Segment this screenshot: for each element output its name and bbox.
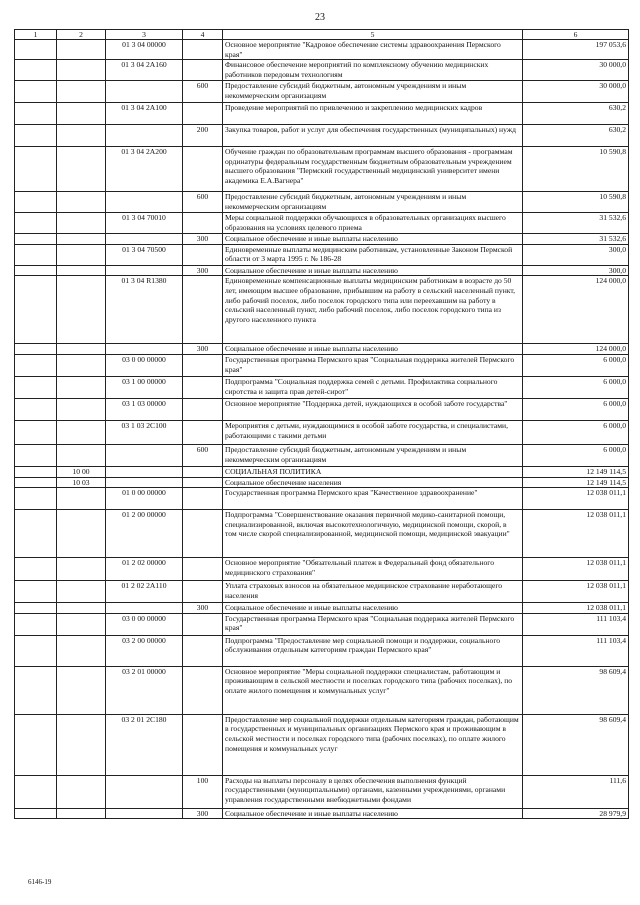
- target-article-cell: [106, 603, 183, 614]
- expense-type-cell: 200: [183, 125, 223, 147]
- description-cell: Финансовое обеспечение мероприятий по комплексному обучению медицинских работников передовым технологиям: [223, 60, 523, 81]
- amount-cell: 10 590,8: [523, 147, 629, 192]
- expense-type-cell: 300: [183, 265, 223, 276]
- description-cell: Обучение граждан по образовательным программам высшего образования - программам ординатуры федеральным государственным бюджетным образовательным учреждением высшего образования "Пермский государственный медицинский университет имени академика Е.А.Вагнера": [223, 147, 523, 192]
- target-article-cell: [106, 125, 183, 147]
- column-header: 1: [15, 30, 57, 40]
- target-article-cell: [106, 81, 183, 103]
- subsection-cell: [57, 666, 106, 714]
- description-cell: Социальное обеспечение и иные выплаты населению: [223, 265, 523, 276]
- table-row: [15, 603, 629, 614]
- description-cell: Социальное обеспечение и иные выплаты населению: [223, 808, 523, 819]
- amount-cell: 6 000,0: [523, 398, 629, 420]
- amount-cell: 28 979,9: [523, 808, 629, 819]
- subsection-cell: [57, 276, 106, 344]
- table-row: [15, 808, 629, 819]
- subsection-cell: [57, 103, 106, 125]
- amount-cell: 6 000,0: [523, 376, 629, 398]
- subsection-cell: [57, 192, 106, 213]
- description-cell: Государственная программа Пермского края "Социальная поддержка жителей Пермского края": [223, 354, 523, 376]
- table-row: [15, 558, 629, 581]
- expense-type-cell: [183, 581, 223, 603]
- target-article-cell: 03 2 01 2С180: [106, 714, 183, 775]
- amount-cell: 630,2: [523, 103, 629, 125]
- amount-cell: 111 103,4: [523, 635, 629, 666]
- expense-type-cell: [183, 510, 223, 558]
- subsection-cell: [57, 510, 106, 558]
- subsection-cell: [57, 344, 106, 355]
- amount-cell: 300,0: [523, 244, 629, 265]
- amount-cell: 6 000,0: [523, 420, 629, 444]
- description-cell: Единовременные выплаты медицинским работникам, установленные Законом Пермской области от 3 марта 1995 г. № 186-28: [223, 244, 523, 265]
- target-article-cell: 03 1 03 2С100: [106, 420, 183, 444]
- expense-type-cell: 300: [183, 603, 223, 614]
- table-row: [15, 488, 629, 510]
- target-article-cell: 01 3 04 00000: [106, 40, 183, 60]
- subsection-cell: [57, 244, 106, 265]
- expense-type-cell: [183, 466, 223, 477]
- expense-type-cell: [183, 613, 223, 635]
- table-header-row: [15, 30, 629, 40]
- subsection-cell: [57, 147, 106, 192]
- budget-table: [14, 29, 629, 819]
- section-cell: [15, 376, 57, 398]
- section-cell: [15, 81, 57, 103]
- subsection-cell: [57, 234, 106, 245]
- section-cell: [15, 147, 57, 192]
- section-cell: [15, 420, 57, 444]
- target-article-cell: 03 2 00 00000: [106, 635, 183, 666]
- description-cell: Мероприятия с детьми, нуждающимися в особой заботе государства, и специалистами, работающими с такими детьми: [223, 420, 523, 444]
- section-cell: [15, 510, 57, 558]
- subsection-cell: [57, 613, 106, 635]
- target-article-cell: 03 1 00 00000: [106, 376, 183, 398]
- table-row: [15, 103, 629, 125]
- table-row: [15, 81, 629, 103]
- subsection-cell: [57, 213, 106, 234]
- expense-type-cell: [183, 488, 223, 510]
- section-cell: [15, 213, 57, 234]
- table-row: [15, 420, 629, 444]
- expense-type-cell: [183, 40, 223, 60]
- description-cell: Социальное обеспечение и иные выплаты населению: [223, 234, 523, 245]
- section-cell: [15, 244, 57, 265]
- section-cell: [15, 234, 57, 245]
- amount-cell: 300,0: [523, 265, 629, 276]
- amount-cell: 111 103,4: [523, 613, 629, 635]
- amount-cell: 12 038 011,1: [523, 558, 629, 581]
- table-row: [15, 354, 629, 376]
- section-cell: [15, 775, 57, 808]
- section-cell: [15, 103, 57, 125]
- table-row: [15, 613, 629, 635]
- expense-type-cell: 600: [183, 444, 223, 466]
- target-article-cell: 01 0 00 00000: [106, 488, 183, 510]
- subsection-cell: [57, 558, 106, 581]
- target-article-cell: 01 3 04 R1380: [106, 276, 183, 344]
- description-cell: Основное мероприятие "Обязательный платеж в Федеральный фонд обязательного медицинского страхования": [223, 558, 523, 581]
- expense-type-cell: 300: [183, 344, 223, 355]
- target-article-cell: 01 3 04 2А160: [106, 60, 183, 81]
- target-article-cell: 03 2 01 00000: [106, 666, 183, 714]
- subsection-cell: [57, 125, 106, 147]
- amount-cell: 6 000,0: [523, 354, 629, 376]
- amount-cell: 111,6: [523, 775, 629, 808]
- column-header: 3: [106, 30, 183, 40]
- table-row: [15, 234, 629, 245]
- expense-type-cell: [183, 398, 223, 420]
- table-row: [15, 477, 629, 488]
- subsection-cell: 10 03: [57, 477, 106, 488]
- section-cell: [15, 60, 57, 81]
- target-article-cell: 03 0 00 00000: [106, 354, 183, 376]
- subsection-cell: [57, 398, 106, 420]
- target-article-cell: [106, 265, 183, 276]
- amount-cell: 6 000,0: [523, 444, 629, 466]
- column-header: 5: [223, 30, 523, 40]
- amount-cell: 10 590,8: [523, 192, 629, 213]
- section-cell: [15, 714, 57, 775]
- description-cell: Предоставление субсидий бюджетным, автономным учреждениям и иным некоммерческим организациям: [223, 81, 523, 103]
- table-row: [15, 213, 629, 234]
- target-article-cell: [106, 466, 183, 477]
- target-article-cell: 01 2 00 00000: [106, 510, 183, 558]
- amount-cell: 98 609,4: [523, 714, 629, 775]
- expense-type-cell: [183, 103, 223, 125]
- description-cell: Подпрограмма "Совершенствование оказания первичной медико-санитарной помощи, специализированной, включая высокотехнологичную, медицинской помощи, скорой, в том числе скорой специализированной, медицинской помощи, медицинской эвакуации": [223, 510, 523, 558]
- subsection-cell: 10 00: [57, 466, 106, 477]
- subsection-cell: [57, 265, 106, 276]
- expense-type-cell: [183, 420, 223, 444]
- amount-cell: 31 532,6: [523, 234, 629, 245]
- section-cell: [15, 558, 57, 581]
- section-cell: [15, 265, 57, 276]
- page-number: 23: [315, 12, 325, 23]
- table-row: [15, 376, 629, 398]
- expense-type-cell: [183, 60, 223, 81]
- subsection-cell: [57, 775, 106, 808]
- expense-type-cell: [183, 666, 223, 714]
- target-article-cell: [106, 234, 183, 245]
- section-cell: [15, 444, 57, 466]
- description-cell: Расходы на выплаты персоналу в целях обеспечения выполнения функций государственными (муниципальными) органами, казенными учреждениями, органами управления государственными внебюджетными фондами: [223, 775, 523, 808]
- description-cell: Проведение мероприятий по привлечению и закреплению медицинских кадров: [223, 103, 523, 125]
- section-cell: [15, 477, 57, 488]
- section-cell: [15, 613, 57, 635]
- expense-type-cell: [183, 477, 223, 488]
- description-cell: Основное мероприятие "Поддержка детей, нуждающихся в особой заботе государства": [223, 398, 523, 420]
- subsection-cell: [57, 376, 106, 398]
- target-article-cell: 01 3 04 2А100: [106, 103, 183, 125]
- column-header: 6: [523, 30, 629, 40]
- description-cell: Основное мероприятие "Меры социальной поддержки специалистам, работающим и проживающим в сельской местности и поселках городского типа (рабочих поселках), по оплате жилого помещения и коммунальных услуг": [223, 666, 523, 714]
- expense-type-cell: [183, 147, 223, 192]
- expense-type-cell: 600: [183, 192, 223, 213]
- table-row: [15, 714, 629, 775]
- document-code: 6146-19: [28, 878, 52, 886]
- description-cell: Государственная программа Пермского края "Качественное здравоохранение": [223, 488, 523, 510]
- amount-cell: 12 038 011,1: [523, 488, 629, 510]
- description-cell: Единовременные компенсационные выплаты медицинским работникам в возрасте до 50 лет, имеющим высшее образование, прибывшим на работу в сельский населенный пункт, либо рабочий поселок, либо поселок городского типа или переехавшим на работу в сельский населенный пункт, либо рабочий поселок, либо поселок городского типа из другого населенного пункта: [223, 276, 523, 344]
- expense-type-cell: 600: [183, 81, 223, 103]
- section-cell: [15, 603, 57, 614]
- description-cell: Подпрограмма "Предоставление мер социальной помощи и поддержки, социального обслуживания отдельным категориям граждан Пермского края": [223, 635, 523, 666]
- expense-type-cell: [183, 714, 223, 775]
- column-header: 2: [57, 30, 106, 40]
- subsection-cell: [57, 40, 106, 60]
- subsection-cell: [57, 635, 106, 666]
- expense-type-cell: 300: [183, 808, 223, 819]
- amount-cell: 30 000,0: [523, 60, 629, 81]
- amount-cell: 630,2: [523, 125, 629, 147]
- table-row: [15, 398, 629, 420]
- section-cell: [15, 808, 57, 819]
- table-row: [15, 581, 629, 603]
- description-cell: Основное мероприятие "Кадровое обеспечение системы здравоохранения Пермского края": [223, 40, 523, 60]
- section-cell: [15, 635, 57, 666]
- target-article-cell: 01 2 02 00000: [106, 558, 183, 581]
- section-cell: [15, 466, 57, 477]
- target-article-cell: [106, 808, 183, 819]
- description-cell: Социальное обеспечение и иные выплаты населению: [223, 603, 523, 614]
- section-cell: [15, 398, 57, 420]
- expense-type-cell: [183, 635, 223, 666]
- column-header: 4: [183, 30, 223, 40]
- table-row: [15, 40, 629, 60]
- expense-type-cell: [183, 276, 223, 344]
- description-cell: Государственная программа Пермского края "Социальная поддержка жителей Пермского края": [223, 613, 523, 635]
- target-article-cell: 01 3 04 70010: [106, 213, 183, 234]
- subsection-cell: [57, 60, 106, 81]
- target-article-cell: 01 3 04 2А200: [106, 147, 183, 192]
- amount-cell: 12 038 011,1: [523, 510, 629, 558]
- table-row: [15, 192, 629, 213]
- expense-type-cell: [183, 244, 223, 265]
- table-row: [15, 775, 629, 808]
- table-row: [15, 60, 629, 81]
- amount-cell: 124 000,0: [523, 276, 629, 344]
- target-article-cell: [106, 192, 183, 213]
- subsection-cell: [57, 420, 106, 444]
- table-row: [15, 244, 629, 265]
- expense-type-cell: [183, 213, 223, 234]
- table-row: [15, 125, 629, 147]
- target-article-cell: 03 0 00 00000: [106, 613, 183, 635]
- subsection-cell: [57, 81, 106, 103]
- amount-cell: 197 053,6: [523, 40, 629, 60]
- amount-cell: 12 038 011,1: [523, 603, 629, 614]
- amount-cell: 12 149 114,5: [523, 477, 629, 488]
- subsection-cell: [57, 354, 106, 376]
- section-cell: [15, 354, 57, 376]
- table-row: [15, 635, 629, 666]
- description-cell: СОЦИАЛЬНАЯ ПОЛИТИКА: [223, 466, 523, 477]
- amount-cell: 12 038 011,1: [523, 581, 629, 603]
- section-cell: [15, 276, 57, 344]
- target-article-cell: 03 1 03 00000: [106, 398, 183, 420]
- table-row: [15, 265, 629, 276]
- target-article-cell: [106, 775, 183, 808]
- amount-cell: 12 149 114,5: [523, 466, 629, 477]
- expense-type-cell: [183, 376, 223, 398]
- section-cell: [15, 344, 57, 355]
- expense-type-cell: 300: [183, 234, 223, 245]
- table-row: [15, 276, 629, 344]
- table-row: [15, 344, 629, 355]
- description-cell: Закупка товаров, работ и услуг для обеспечения государственных (муниципальных) нужд: [223, 125, 523, 147]
- expense-type-cell: 100: [183, 775, 223, 808]
- amount-cell: 124 000,0: [523, 344, 629, 355]
- section-cell: [15, 192, 57, 213]
- description-cell: Предоставление субсидий бюджетным, автономным учреждениям и иным некоммерческим организациям: [223, 192, 523, 213]
- amount-cell: 98 609,4: [523, 666, 629, 714]
- table-row: [15, 466, 629, 477]
- table-row: [15, 666, 629, 714]
- section-cell: [15, 125, 57, 147]
- subsection-cell: [57, 581, 106, 603]
- table-row: [15, 444, 629, 466]
- section-cell: [15, 40, 57, 60]
- subsection-cell: [57, 444, 106, 466]
- section-cell: [15, 581, 57, 603]
- description-cell: Подпрограмма "Социальная поддержка семей с детьми. Профилактика социального сиротства и защита прав детей-сирот": [223, 376, 523, 398]
- section-cell: [15, 488, 57, 510]
- expense-type-cell: [183, 558, 223, 581]
- table-row: [15, 147, 629, 192]
- target-article-cell: [106, 477, 183, 488]
- target-article-cell: 01 3 04 70500: [106, 244, 183, 265]
- description-cell: Предоставление мер социальной поддержки отдельным категориям граждан, работающим в государственных и муниципальных организациях Пермского края и проживающим в сельской местности и поселках городского типа (рабочих поселках), по оплате жилого помещения и коммунальных услуг: [223, 714, 523, 775]
- expense-type-cell: [183, 354, 223, 376]
- description-cell: Социальное обеспечение и иные выплаты населению: [223, 344, 523, 355]
- subsection-cell: [57, 714, 106, 775]
- target-article-cell: [106, 344, 183, 355]
- section-cell: [15, 666, 57, 714]
- amount-cell: 31 532,6: [523, 213, 629, 234]
- table-row: [15, 510, 629, 558]
- description-cell: Уплата страховых взносов на обязательное медицинское страхование неработающего населения: [223, 581, 523, 603]
- subsection-cell: [57, 808, 106, 819]
- description-cell: Социальное обеспечение населения: [223, 477, 523, 488]
- subsection-cell: [57, 603, 106, 614]
- description-cell: Предоставление субсидий бюджетным, автономным учреждениям и иным некоммерческим организациям: [223, 444, 523, 466]
- target-article-cell: 01 2 02 2А110: [106, 581, 183, 603]
- subsection-cell: [57, 488, 106, 510]
- target-article-cell: [106, 444, 183, 466]
- description-cell: Меры социальной поддержки обучающихся в образовательных организациях высшего образования на условиях целевого приема: [223, 213, 523, 234]
- amount-cell: 30 000,0: [523, 81, 629, 103]
